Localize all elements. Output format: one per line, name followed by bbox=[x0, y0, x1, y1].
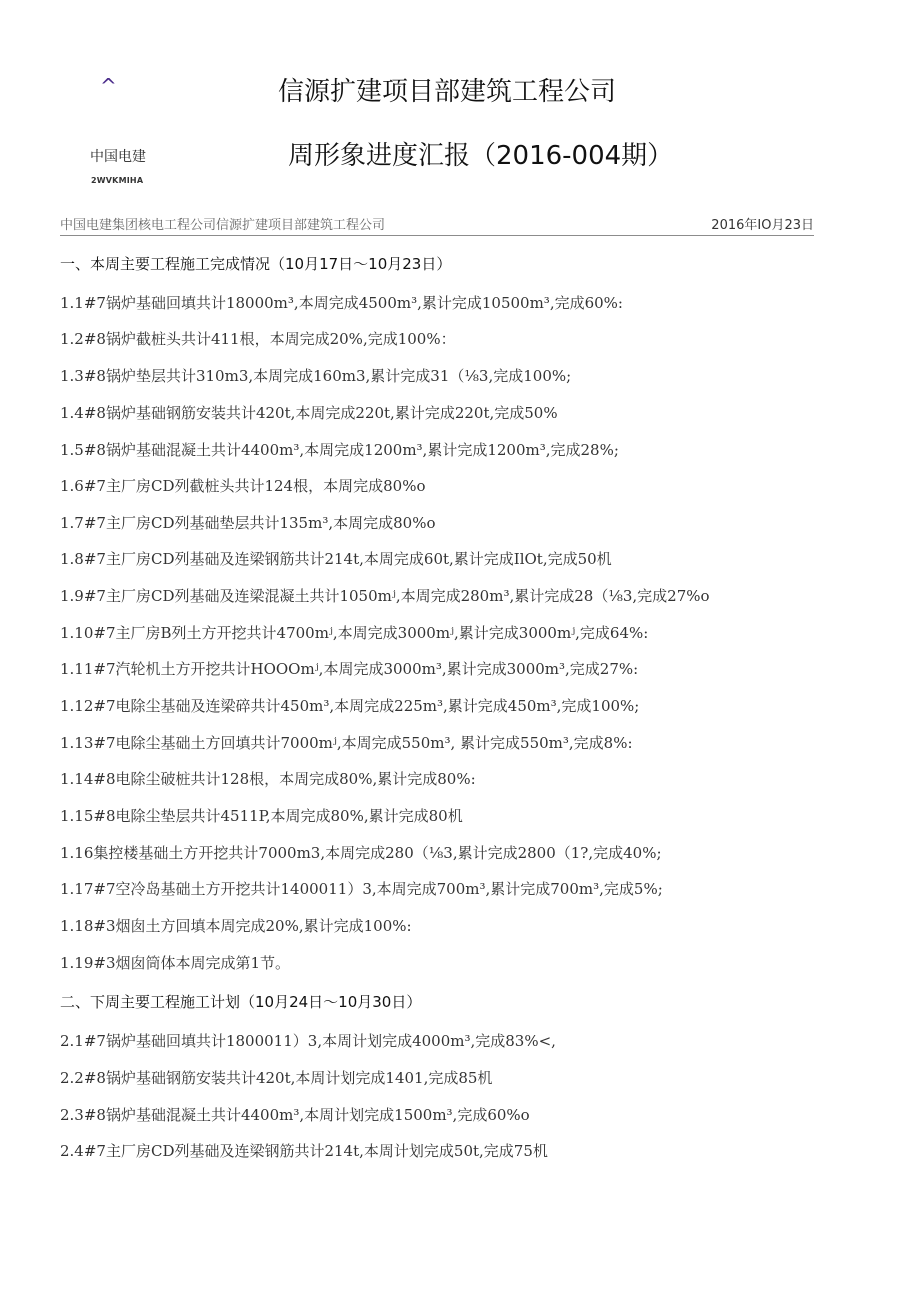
progress-item: 1.17#7空冷岛基础土方开挖共计1400011）3,本周完成700m³,累计完成700m³,完成5%; bbox=[60, 880, 663, 898]
logo-company-name: 中国电建 bbox=[90, 149, 146, 165]
progress-item: 1.3#8锅炉垫层共计310m3,本周完成160m3,累计完成31（⅛3,完成100%; bbox=[60, 367, 572, 385]
logo-company-subtext: 2WVKMIHA bbox=[91, 176, 144, 185]
plan-item: 2.4#7主厂房CD列基础及连梁钢筋共计214t,本周计划完成50t,完成75机 bbox=[60, 1142, 548, 1160]
progress-item: 1.10#7主厂房B列土方开挖共计4700mʲ,本周完成3000mʲ,累计完成3000mʲ,完成64%: bbox=[60, 624, 649, 642]
header-date: 2016年IO月23日 bbox=[711, 218, 814, 233]
progress-item: 1.7#7主厂房CD列基础垫层共计135m³,本周完成80%o bbox=[60, 514, 436, 532]
document-subtitle: 周形象进度汇报（2016-004期） bbox=[288, 141, 674, 171]
progress-item: 1.19#3烟囱筒体本周完成第1节。 bbox=[60, 954, 291, 972]
progress-item: 1.13#7电除尘基础土方回填共计7000mʲ,本周完成550m³, 累计完成550m³,完成8%: bbox=[60, 734, 633, 752]
progress-item: 1.2#8锅炉截桩头共计411根，本周完成20%,完成100%： bbox=[60, 330, 456, 348]
header-organization: 中国电建集团核电工程公司信源扩建项目部建筑工程公司 bbox=[60, 218, 386, 233]
progress-item: 1.16集控楼基础土方开挖共计7000m3,本周完成280（⅛3,累计完成2800（1?,完成40%; bbox=[60, 844, 662, 862]
progress-item: 1.1#7锅炉基础回填共计18000m³,本周完成4500m³,累计完成10500m³,完成60%: bbox=[60, 294, 623, 312]
plan-item: 2.2#8锅炉基础钢筋安装共计420t,本周计划完成1401,完成85机 bbox=[60, 1069, 493, 1087]
plan-item: 2.3#8锅炉基础混凝土共计4400m³,本周计划完成1500m³,完成60%o bbox=[60, 1106, 530, 1124]
progress-item: 1.8#7主厂房CD列基础及连梁钢筋共计214t,本周完成60t,累计完成IlOt,完成50机 bbox=[60, 550, 612, 568]
progress-item: 1.9#7主厂房CD列基础及连梁混凝土共计1050mʲ,本周完成280m³,累计完成28（⅛3,完成27%o bbox=[60, 587, 710, 605]
progress-item: 1.14#8电除尘破桩共计128根，本周完成80%,累计完成80%: bbox=[60, 770, 476, 788]
progress-item: 1.4#8锅炉基础钢筋安装共计420t,本周完成220t,累计完成220t,完成50% bbox=[60, 404, 558, 422]
plan-item: 2.1#7锅炉基础回填共计1800011）3,本周计划完成4000m³,完成83%<, bbox=[60, 1032, 556, 1050]
logo-mark-icon: ^ bbox=[100, 74, 117, 98]
progress-item: 1.18#3烟囱土方回填本周完成20%,累计完成100%: bbox=[60, 917, 412, 935]
progress-item: 1.12#7电除尘基础及连梁碎共计450m³,本周完成225m³,累计完成450m³,完成100%; bbox=[60, 697, 640, 715]
progress-item: 1.5#8锅炉基础混凝土共计4400m³,本周完成1200m³,累计完成1200m³,完成28%; bbox=[60, 441, 619, 459]
progress-item: 1.6#7主厂房CD列截桩头共计124根，本周完成80%o bbox=[60, 477, 426, 495]
progress-item: 1.11#7汽轮机土方开挖共计HOOOmʲ,本周完成3000m³,累计完成3000m³,完成27%: bbox=[60, 660, 639, 678]
section-heading-completed: 一、本周主要工程施工完成情况（10月17日〜10月23日） bbox=[60, 255, 452, 273]
section-heading-plan: 二、下周主要工程施工计划（10月24日〜10月30日） bbox=[60, 993, 422, 1011]
document-title: 信源扩建项目部建筑工程公司 bbox=[278, 77, 617, 107]
header-rule-line bbox=[60, 217, 814, 236]
progress-item: 1.15#8电除尘垫层共计4511P,本周完成80%,累计完成80机 bbox=[60, 807, 463, 825]
